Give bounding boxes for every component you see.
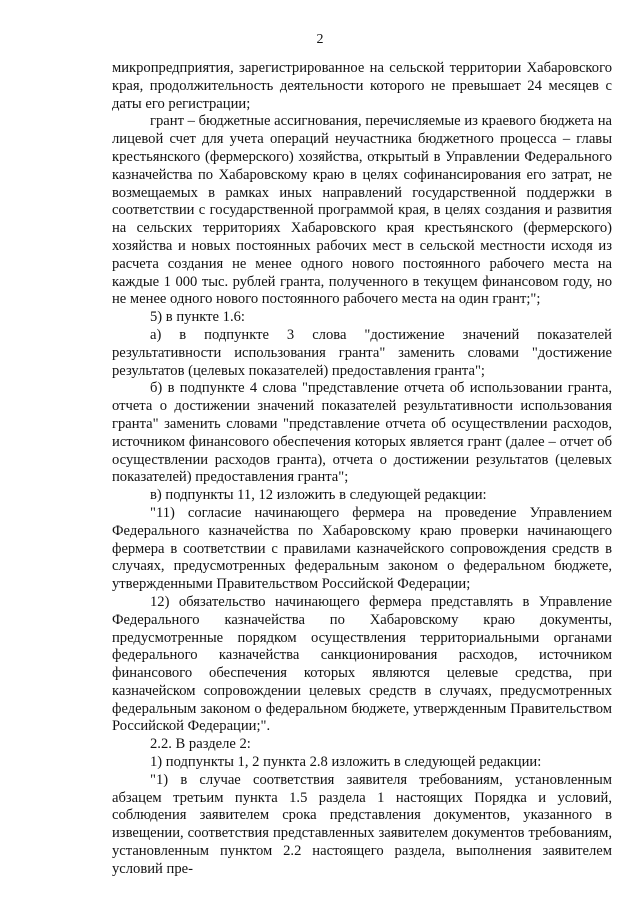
paragraph-2: грант – бюджетные ассигнования, перечисляемые из краевого бюджета на лицевой счет для учета операций неучастника бюджетного процесса – главы крестьянского (фермерского) хозяйства, открытый в Управлении Федерального казначейства по Хабаровскому краю в целях софинансирования его затрат, не возмещаемых в рамках иных направлений государственной поддержки в соответствии с государственной программой края, в целях создания и развития на сельских территориях Хабаровского края крестьянского (фермерского) хозяйства и новых постоянных рабочих мест в сельской местности исходя из расчета создания не менее одного нового постоянного рабочего места на каждые 1 000 тыс. рублей гранта, полученного в текущем финансовом году, но не менее одного нового постоянного рабочего места на один грант;"; xyxy=(112,113,612,308)
paragraph-9: 2.2. В разделе 2: xyxy=(150,736,251,753)
paragraph-4: а) в подпункте 3 слова "достижение значений показателей результативности использования гранта" заменить словами "достижение результатов (целевых показателей) предоставления гранта"; xyxy=(112,326,612,379)
paragraph-1: микропредприятия, зарегистрированное на сельской территории Хабаровского края, продолжительность деятельности которого не превышает 24 месяцев с даты его регистрации; xyxy=(112,60,612,112)
paragraph-7: "11) согласие начинающего фермера на проведение Управлением Федерального казначейства по Хабаровскому краю проверки начинающего фермера в соответствии с правилами казначейского сопровождения средств в случаях, предусмотренных федеральным законом о федеральном бюджете, утвержденными Правительством Российской Федерации; xyxy=(112,504,612,593)
paragraph-3: 5) в пункте 1.6: xyxy=(150,309,245,326)
page-number: 2 xyxy=(316,32,324,47)
paragraph-6: в) подпункты 11, 12 изложить в следующей редакции: xyxy=(150,487,487,504)
document-body xyxy=(112,60,612,879)
paragraph-5: б) в подпункте 4 слова "представление отчета об использовании гранта, отчета о достижении значений показателей результативности использования гранта" заменить словами "представление отчета об осуществлении расходов, источником финансового обеспечения которых является грант (далее – отчет об осуществлении расходов гранта), отчета о достижении результатов (целевых показателей) предоставления гранта"; xyxy=(112,380,612,486)
paragraph-8: 12) обязательство начинающего фермера представлять в Управление Федерального казначейства по Хабаровскому краю документы, предусмотренные порядком осуществления территориальными органами федерального казначейства санкционирования расходов, источником финансового обеспечения которых являются целевые средства, при казначейском сопровождении целевых средств в случаях, предусмотренных федеральным законом о федеральном бюджете, утвержденным Правительством Российской Федерации;". xyxy=(112,593,612,735)
paragraph-11: "1) в случае соответствия заявителя требованиям, установленным абзацем третьим пункта 1.5 раздела 1 настоящих Порядка и условий, соблюдения заявителем срока представления документов, указанного в извещении, соответствия представленных заявителем документов требованиям, установленным пунктом 2.2 настоящего раздела, выполнения заявителем условий пре- xyxy=(112,771,612,877)
paragraph-10: 1) подпункты 1, 2 пункта 2.8 изложить в следующей редакции: xyxy=(150,754,542,771)
